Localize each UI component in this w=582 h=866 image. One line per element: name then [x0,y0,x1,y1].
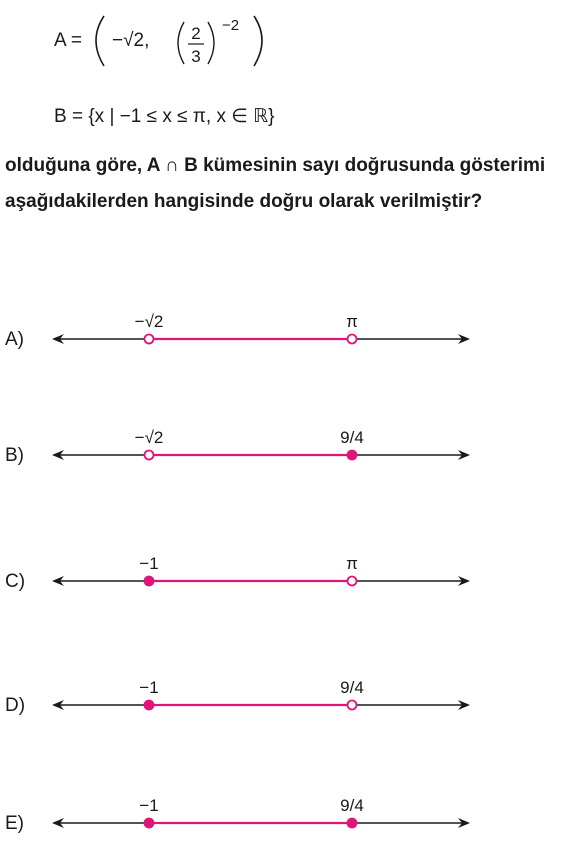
option-a[interactable] [0,312,582,382]
big-left-paren [96,16,104,66]
set-b-definition [50,98,350,132]
option-letter: A) [5,329,24,350]
left-endpoint-closed [145,577,154,586]
left-endpoint-label: −√2 [134,312,164,331]
right-endpoint-open [348,701,357,710]
number-line [0,554,582,604]
left-endpoint-label: −1 [139,678,159,697]
right-endpoint-label: π [346,554,358,573]
option-letter: C) [5,571,26,592]
option-d[interactable] [0,678,582,748]
option-letter: E) [5,813,24,834]
set-b-text: B = {x | −1 ≤ x ≤ π, x ∈ ℝ} [54,106,275,127]
right-endpoint-label: π [346,312,358,331]
left-endpoint-label: −1 [139,554,159,573]
option-letter: D) [5,695,26,716]
set-a-lhs: A = [54,30,82,51]
left-endpoint-label: −√2 [134,428,164,447]
right-endpoint-closed [348,819,357,828]
left-endpoint-closed [145,701,154,710]
right-endpoint-label: 9/4 [340,796,364,815]
option-c[interactable] [0,554,582,624]
right-endpoint-label: 9/4 [340,428,364,447]
option-b[interactable] [0,428,582,498]
set-a-definition [50,10,290,70]
number-line [0,312,582,362]
number-line [0,796,582,846]
right-endpoint-open [348,577,357,586]
question-text: olduğuna göre, A ∩ B kümesinin sayı doğrusunda gösterimi aşağıdakilerden hangisinde doğru olarak verilmiştir? [5,155,546,212]
big-right-paren [254,16,262,66]
fraction-right-paren [208,22,214,64]
fraction-denominator: 3 [191,47,201,66]
number-line [0,678,582,728]
number-line [0,428,582,478]
right-endpoint-open [348,335,357,344]
left-endpoint-open [145,335,154,344]
option-e[interactable] [0,796,582,866]
left-endpoint-open [145,451,154,460]
fraction-exponent: −2 [222,17,240,34]
fraction-left-paren [178,22,184,64]
option-letter: B) [5,445,24,466]
right-endpoint-label: 9/4 [340,678,364,697]
left-endpoint-closed [145,819,154,828]
set-a-element-1: −√2, [112,30,150,51]
right-endpoint-closed [348,451,357,460]
fraction-numerator: 2 [191,24,201,43]
left-endpoint-label: −1 [139,796,159,815]
